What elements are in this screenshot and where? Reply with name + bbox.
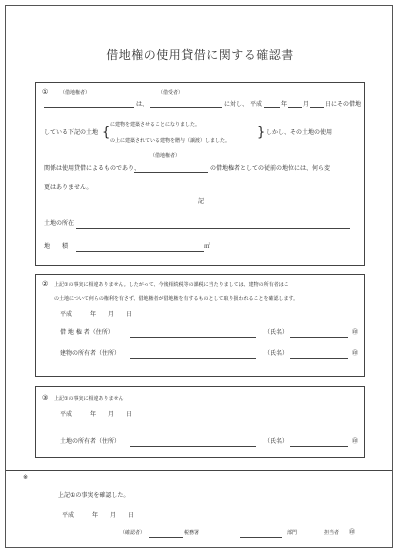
tax-office-mark: ※ — [23, 474, 29, 481]
month-field[interactable] — [288, 107, 302, 108]
borrower-label-2: （借地権者） — [150, 153, 181, 159]
lender-address-field[interactable] — [130, 337, 256, 338]
lender-address-label: 借 地 権 者（住所） — [60, 329, 114, 336]
text-tsuki: 月 — [303, 101, 310, 108]
section-2-text-1: 上記①の事実に相違ありません。したがって、今後相続税等の課税に当たりましては、建物の所有者はこ — [54, 282, 289, 288]
building-owner-signature-field[interactable] — [290, 358, 348, 359]
land-owner-signature-field[interactable] — [290, 446, 348, 447]
section-3-date: 平成 年 月 日 — [60, 411, 133, 418]
tax-office-name-field[interactable] — [149, 537, 183, 538]
text-ki: 記 — [198, 198, 205, 205]
tax-office-text: 上記①の事実を確認した。 — [58, 492, 130, 499]
land-owner-seal: ㊞ — [352, 438, 359, 445]
lender-name-field[interactable] — [44, 107, 134, 108]
text-nitaishi: に対し、 — [224, 101, 249, 108]
area-unit: ㎡ — [204, 243, 211, 250]
particle-wa: は、 — [136, 101, 149, 108]
land-location-field[interactable] — [76, 228, 350, 229]
lender-signature-field[interactable] — [290, 337, 348, 338]
section-3-text: 上記①の事実に相違ありません — [54, 396, 124, 402]
section-2 — [35, 274, 365, 377]
land-area-label: 地 積 — [44, 243, 69, 250]
section-3-number: ③ — [42, 394, 49, 402]
confirmer-label: （確認者） — [120, 530, 146, 536]
right-brace: } — [257, 125, 266, 140]
building-owner-seal: ㊞ — [352, 350, 359, 357]
section-2-number: ② — [42, 280, 49, 288]
text-heisei: 平成 — [250, 101, 263, 108]
left-brace: { — [102, 125, 111, 140]
text-kankei: 関係は使用貸借によるものであり、 — [44, 165, 141, 172]
day-field[interactable] — [310, 107, 324, 108]
lender-label: （借地権者） — [60, 90, 91, 96]
borrower-label: （借受者） — [158, 90, 184, 96]
lender-name-label: （氏名） — [264, 329, 289, 336]
text-shiteiru: している下記の土地 — [44, 129, 99, 136]
department-label: 部門 — [287, 530, 298, 536]
tax-office-separator — [6, 470, 392, 471]
land-owner-name-label: （氏名） — [264, 438, 289, 445]
borrower-name-field-2[interactable] — [134, 172, 208, 173]
section-2-date: 平成 年 月 日 — [60, 311, 133, 318]
option-gift: の上に建築されている建物を贈与（譲渡）しました。 — [110, 138, 231, 144]
tax-office-date: 平成 年 月 日 — [62, 512, 135, 519]
land-location-label: 土地の所在 — [44, 220, 75, 227]
land-area-field[interactable] — [76, 251, 204, 252]
section-3 — [35, 386, 365, 458]
text-hi: 日にその借地 — [325, 101, 362, 108]
section-1 — [35, 82, 365, 266]
document-page — [5, 5, 393, 548]
text-no-shakuchi: の借地権者としての従前の地位には、何ら変 — [210, 165, 331, 172]
building-owner-name-label: （氏名） — [264, 350, 289, 357]
building-owner-address-label: 建物の所有者（住所） — [60, 350, 121, 357]
officer-label: 担当者 — [324, 530, 340, 536]
text-henkou: 更はありません。 — [44, 184, 93, 191]
document-title: 借地権の使用貸借に関する確認書 — [106, 48, 294, 62]
text-nen: 年 — [281, 101, 288, 108]
section-2-text-2: の土地について何らの権利を有さず、借地権者が借地権を有するものとして取り扱われることを確認します。 — [54, 296, 299, 302]
section-1-number: ① — [42, 88, 49, 96]
department-field[interactable] — [240, 537, 282, 538]
tax-office-label: 税務署 — [184, 530, 200, 536]
land-owner-address-label: 土地の所有者（住所） — [60, 438, 121, 445]
officer-seal: ㊞ — [349, 529, 356, 536]
year-field[interactable] — [264, 107, 280, 108]
building-owner-address-field[interactable] — [130, 358, 256, 359]
text-shikashi: しかし、その土地の使用 — [266, 129, 333, 136]
lender-seal: ㊞ — [352, 329, 359, 336]
borrower-name-field[interactable] — [150, 107, 222, 108]
land-owner-address-field[interactable] — [130, 446, 256, 447]
option-build: に建物を建築させることになりました。 — [110, 122, 201, 128]
